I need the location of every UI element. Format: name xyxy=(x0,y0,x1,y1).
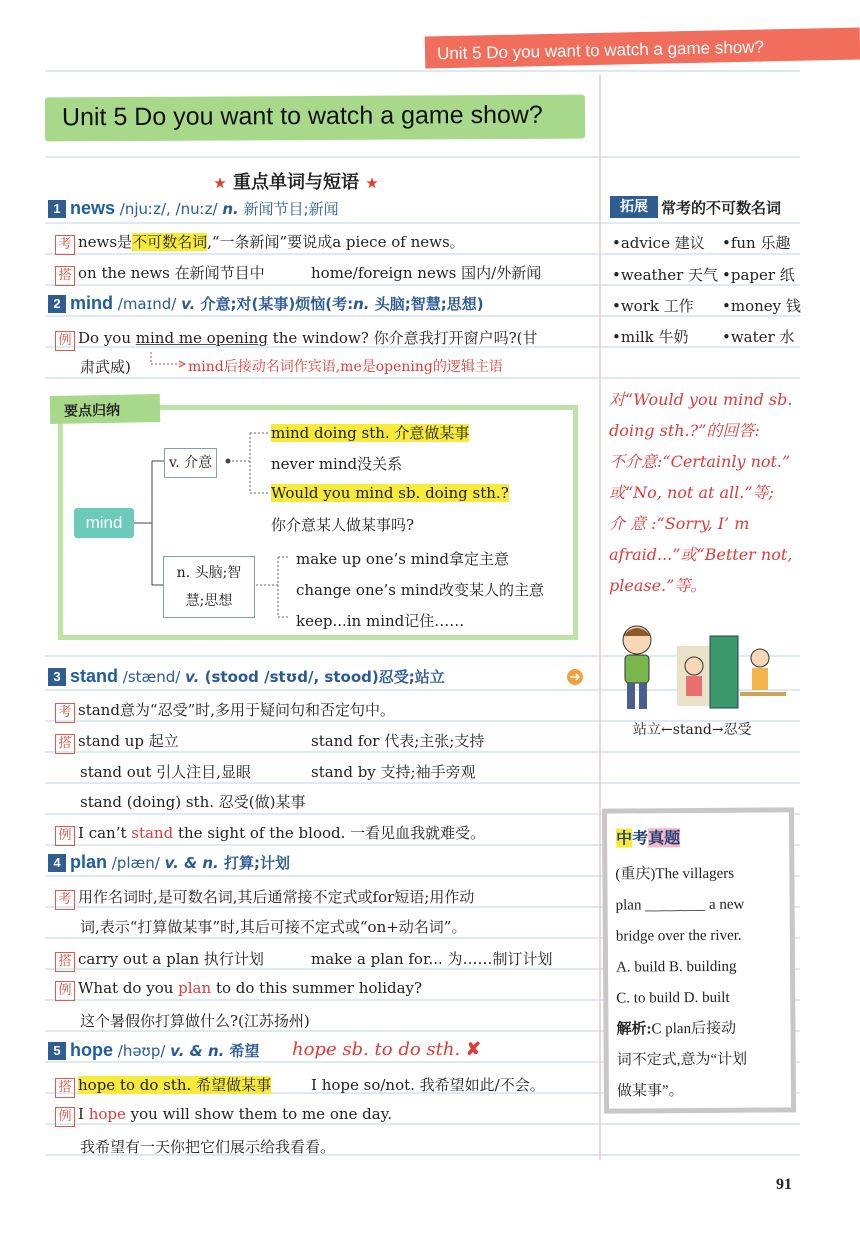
hope-collocation-1: 搭 hope to do sth. 希望做某事 xyxy=(55,1074,271,1098)
part-of-speech: v. xyxy=(185,668,200,686)
v-node: v. 介意 xyxy=(164,448,217,478)
page-number: 91 xyxy=(776,1176,792,1193)
headword: mind xyxy=(70,293,113,313)
stand-illustration xyxy=(612,618,787,718)
mind-example-cont: 肃武威) xyxy=(80,358,131,376)
summary-v3-meaning: 你介意某人做某事吗? xyxy=(271,516,415,534)
section-title xyxy=(0,168,592,194)
kao-tag: 考 xyxy=(55,890,75,910)
headword: news xyxy=(70,198,116,218)
entry-hope-heading xyxy=(48,1040,260,1061)
kao-tag: 考 xyxy=(55,235,75,255)
part-of-speech: v. & n. xyxy=(164,854,219,872)
mind-grammar-note: mind后接动名词作宾语,me是opening的逻辑主语 xyxy=(188,359,503,375)
phonetic: /stænd/ xyxy=(118,668,186,686)
phonetic: /njuːz/, /nuːz/ xyxy=(115,200,223,218)
side-item: •milk 牛奶 xyxy=(612,328,689,346)
li-tag: 例 xyxy=(55,331,75,351)
hope-collocation-2: I hope so/not. 我希望如此/不会。 xyxy=(311,1076,545,1094)
headword: stand xyxy=(70,666,119,686)
star-icon: ★ xyxy=(365,174,379,192)
arrow-icon xyxy=(143,352,188,372)
side-item: •advice 建议 xyxy=(612,234,705,252)
side-item: •money 钱 xyxy=(722,297,801,315)
entry-stand-heading xyxy=(48,666,445,687)
phonetic: /maɪnd/ xyxy=(113,295,182,313)
da-tag: 搭 xyxy=(55,1078,75,1098)
meaning: 介意;对(某事)烦恼(考: xyxy=(195,295,354,313)
meaning: (stood /stʊd/, stood)忍受;站立 xyxy=(199,668,445,686)
kao-tag: 考 xyxy=(55,703,75,723)
exam-question: (重庆)The villagers plan ________ a new bridge over the river. A. build B. building C. to build D. built 解析:C plan后接动 词不定式,意为“计划 做某事”。 xyxy=(615,865,748,1100)
entry-number: 4 xyxy=(48,854,66,872)
stand-example: 例 I can’t stand the sight of the blood. 一看见血我就难受。 xyxy=(55,822,485,846)
cross-icon: ✘ xyxy=(465,1039,482,1060)
highlight: 不可数名词 xyxy=(132,233,208,251)
li-tag: 例 xyxy=(55,826,75,846)
entry-number: 3 xyxy=(48,668,66,686)
side-item: •water 水 xyxy=(722,328,795,346)
side-item: •paper 纸 xyxy=(722,266,795,284)
stand-collocation-3: stand out 引人注目,显眼 xyxy=(80,763,251,781)
arrow-right-icon xyxy=(566,668,584,686)
headword: plan xyxy=(70,852,108,872)
headword: hope xyxy=(70,1040,113,1060)
handwritten-side-note: 对“Would you mind sb. doing sth.?”的回答: 不介意:“Certainly not.” 或“No, not at all.”等; 介 意 :“Sorry, I’ m afraid...”或“Better not, please.”等。 xyxy=(609,390,793,595)
entry-number: 5 xyxy=(48,1042,66,1060)
summary-n1: make up one’s mind拿定主意 xyxy=(296,550,510,568)
stand-collocation-4: stand by 支持;袖手旁观 xyxy=(311,763,476,781)
entry-number: 2 xyxy=(48,295,66,313)
mind-example: 例 Do you mind me opening the window? 你介意我打开窗户吗?(甘 xyxy=(55,327,538,351)
stand-note: 考 stand意为“忍受”时,多用于疑问句和否定句中。 xyxy=(55,699,395,723)
answer-label: 解析: xyxy=(616,1021,652,1038)
side-item: •fun 乐趣 xyxy=(722,234,791,252)
summary-n3: keep...in mind记住…… xyxy=(296,612,465,630)
stand-collocation-5: stand (doing) sth. 忍受(做)某事 xyxy=(80,793,306,811)
meaning: 新闻节目;新闻 xyxy=(238,200,339,218)
header-ribbon: Unit 5 Do you want to watch a game show? xyxy=(425,27,860,68)
entry-number: 1 xyxy=(48,200,66,218)
stand-collocation-1: 搭 stand up 起立 xyxy=(55,730,179,754)
da-tag: 搭 xyxy=(55,266,75,286)
entry-news-heading xyxy=(48,198,339,219)
extension-tag: 拓展 xyxy=(610,196,658,218)
summary-v1: mind doing sth. 介意做某事 xyxy=(271,424,470,442)
news-collocation-2: home/foreign news 国内/外新闻 xyxy=(311,264,542,282)
n-node: n. 头脑;智 慧;思想 xyxy=(163,556,255,618)
mind-node: mind xyxy=(74,508,134,538)
side-item: •weather 天气 xyxy=(612,266,719,284)
hope-example-translation: 我希望有一天你把它们展示给我看看。 xyxy=(80,1138,336,1156)
part-of-speech: n. xyxy=(222,200,239,218)
exam-header: 中考真题 xyxy=(616,828,681,848)
entry-plan-heading xyxy=(48,852,290,873)
exam-box xyxy=(602,807,796,1113)
plan-example: 例 What do you plan to do this summer holiday? xyxy=(55,979,422,1001)
meaning: 打算;计划 xyxy=(218,854,290,872)
hope-example: 例 I hope you will show them to me one day. xyxy=(55,1105,392,1127)
news-note: 考 news是不可数名词,“一条新闻”要说成a piece of news。 xyxy=(55,231,465,255)
plan-example-translation: 这个暑假你打算做什么?(江苏扬州) xyxy=(80,1012,310,1030)
plan-note: 考 用作名词时,是可数名词,其后通常接不定式或for短语;用作动 xyxy=(55,886,474,910)
part-of-speech: v. & n. xyxy=(170,1042,225,1060)
summary-label: 要点归纳 xyxy=(50,394,160,424)
phonetic: /həʊp/ xyxy=(113,1042,171,1060)
phonetic: /plæn/ xyxy=(107,854,165,872)
summary-v3: Would you mind sb. doing sth.? xyxy=(271,484,509,502)
extension-title: 常考的不可数名词 xyxy=(661,199,782,217)
stand-collocation-2: stand for 代表;主张;支持 xyxy=(311,732,485,750)
plan-note-cont: 词,表示“打算做某事”时,其后可接不定式或“on+动名词”。 xyxy=(80,918,467,936)
unit-title: Unit 5 Do you want to watch a game show? xyxy=(45,95,585,142)
summary-n2: change one’s mind改变某人的主意 xyxy=(296,581,544,599)
meaning: 希望 xyxy=(224,1042,260,1060)
news-collocations: 搭 on the news 在新闻节目中 xyxy=(55,262,265,286)
plan-collocation-1: 搭 carry out a plan 执行计划 xyxy=(55,948,264,972)
part-of-speech: v. xyxy=(181,295,196,313)
illustration-caption: 站立←stand→忍受 xyxy=(633,722,752,738)
li-tag: 例 xyxy=(55,981,75,1001)
star-icon: ★ xyxy=(213,174,227,192)
li-tag: 例 xyxy=(55,1107,75,1127)
side-item: •work 工作 xyxy=(612,297,694,315)
da-tag: 搭 xyxy=(55,734,75,754)
section-title-text: 重点单词与短语 xyxy=(233,172,359,193)
handwritten-note: hope sb. to do sth. ✘ xyxy=(292,1039,482,1060)
plan-collocation-2: make a plan for... 为……制订计划 xyxy=(311,950,553,968)
summary-v2: never mind没关系 xyxy=(271,455,403,473)
da-tag: 搭 xyxy=(55,952,75,972)
entry-mind-heading: 2 mind /maɪnd/ v. 介意;对(某事)烦恼(考:n. 头脑;智慧;思想) xyxy=(48,293,484,314)
